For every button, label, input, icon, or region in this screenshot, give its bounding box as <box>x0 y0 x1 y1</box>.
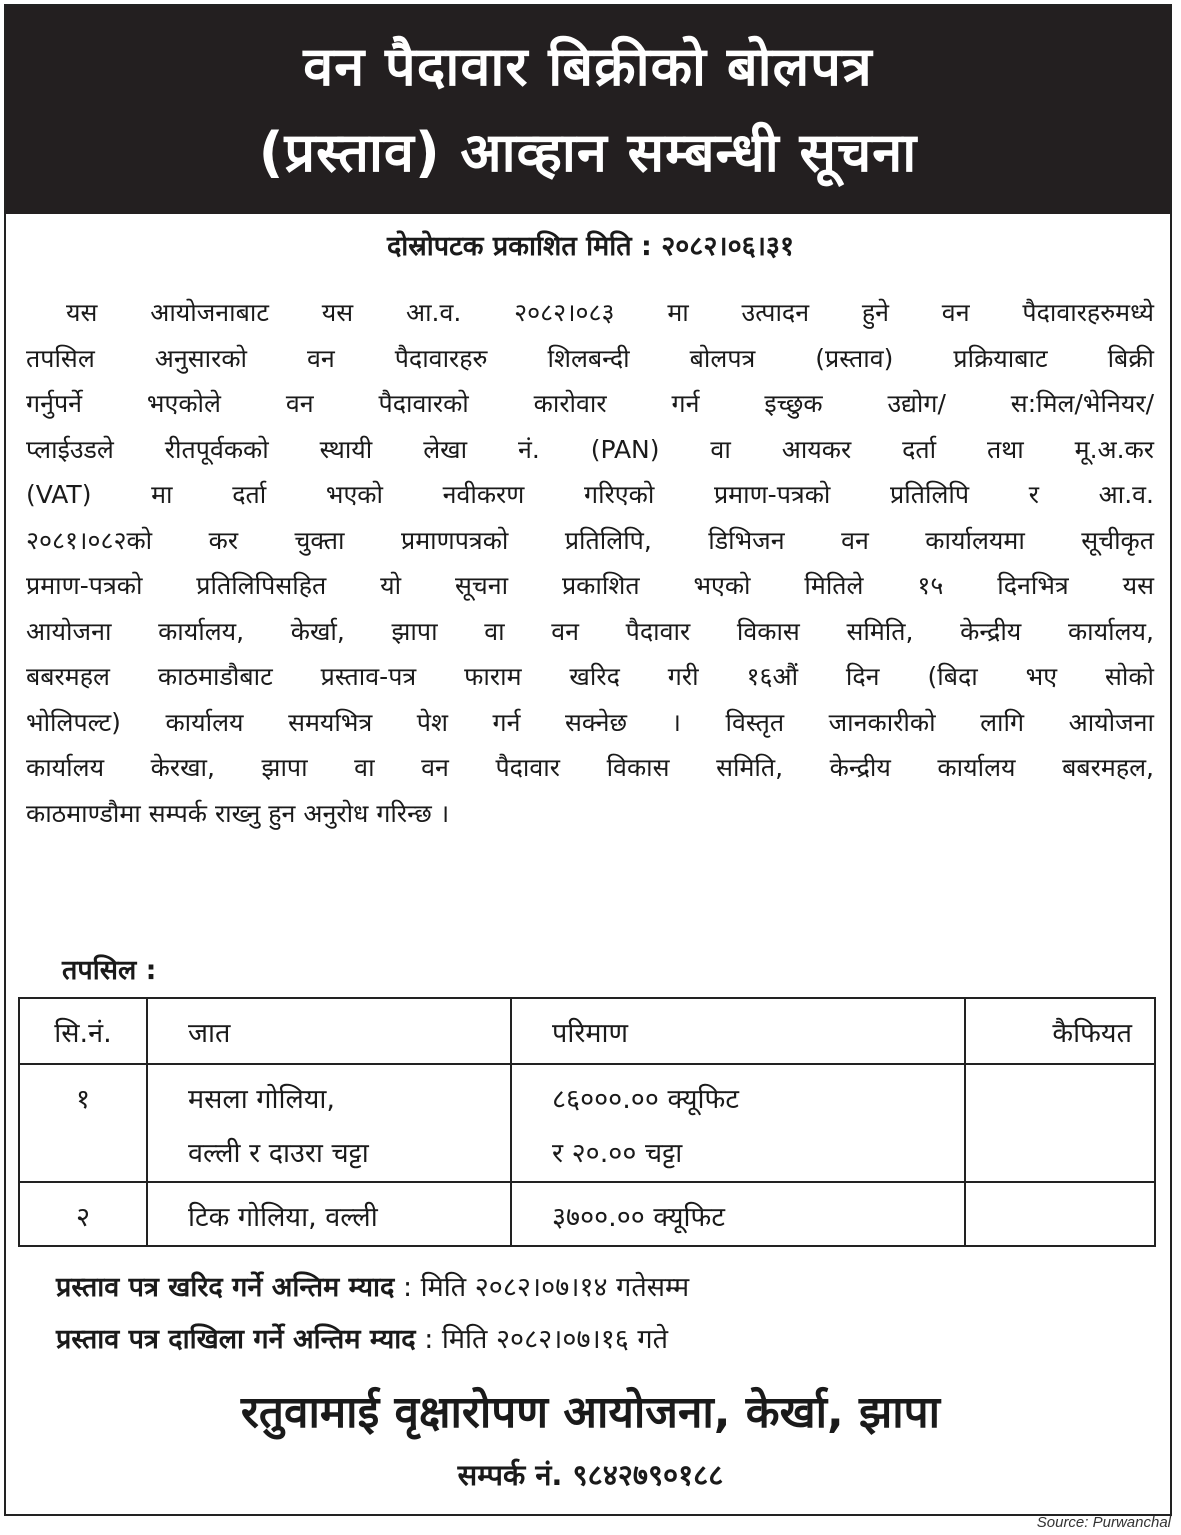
purchase-deadline-value: : मिति २०८२।०७।१४ गतेसम्म <box>402 1272 690 1303</box>
body-line: गर्नुपर्ने भएकोले वन पैदावारको कारोवार गर्न इच्छुक उद्योग/ स:मिल/भेनियर/ <box>26 389 1154 418</box>
body-line: प्लाईउडले रीतपूर्वकको स्थायी लेखा नं. (PAN) वा आयकर दर्ता तथा मू.अ.कर <box>26 434 1154 464</box>
cell-species <box>147 1064 511 1182</box>
source-credit: Source: Purwanchal <box>1036 1514 1171 1531</box>
body-line: भोलिपल्ट) कार्यालय समयभित्र पेश गर्न सक्नेछ । विस्तृत जानकारीको लागि आयोजना <box>26 707 1154 737</box>
table-header-row <box>19 998 1155 1064</box>
cell-quantity <box>511 1064 965 1182</box>
body-line: कार्यालय केरखा, झापा वा वन पैदावार विकास समिति, केन्द्रीय कार्यालय बबरमहल, <box>26 753 1154 782</box>
schedule-label: तपसिल : <box>62 955 157 986</box>
body-line: प्रमाण-पत्रको प्रतिलिपिसहित यो सूचना प्रकाशित भएको मितिले १५ दिनभित्र यस <box>26 571 1154 600</box>
header-species: जात <box>147 998 511 1064</box>
cell-remarks <box>965 1182 1155 1246</box>
cell-serial: १ <box>19 1064 147 1182</box>
body-line: यस आयोजनाबाट यस आ.व. २०८२।०८३ मा उत्पादन हुने वन पैदावारहरुमध्ये <box>66 298 1154 327</box>
header-serial: सि.नं. <box>19 998 147 1064</box>
submit-deadline <box>56 1314 689 1366</box>
species-line: वल्ली र दाउरा चट्टा <box>188 1138 369 1169</box>
header-quantity: परिमाण <box>511 998 965 1064</box>
notice-header <box>6 6 1170 214</box>
title-line-2: (प्रस्ताव) आव्हान सम्बन्धी सूचना <box>258 121 918 184</box>
cell-remarks <box>965 1064 1155 1182</box>
body-line: बबरमहल काठमाडौबाट प्रस्ताव-पत्र फाराम खरिद गरी १६औं दिन (बिदा भए सोको <box>26 662 1154 691</box>
quantity-line: ८६०००.०० क्यूफिट <box>552 1084 739 1115</box>
body-line: आयोजना कार्यालय, केर्खा, झापा वा वन पैदावार विकास समिति, केन्द्रीय कार्यालय, <box>26 616 1154 646</box>
species-line: टिक गोलिया, वल्ली <box>188 1202 378 1233</box>
schedule-table <box>18 997 1156 1247</box>
submit-deadline-label: प्रस्ताव पत्र दाखिला गर्ने अन्तिम म्याद <box>56 1324 416 1355</box>
cell-species <box>147 1182 511 1246</box>
cell-serial: २ <box>19 1182 147 1246</box>
deadlines-section <box>56 1262 689 1366</box>
quantity-line: र २०.०० चट्टा <box>552 1138 683 1169</box>
purchase-deadline <box>56 1262 689 1314</box>
header-remarks: कैफियत <box>965 998 1155 1064</box>
contact-number: सम्पर्क नं. ९८४२७९०१८८ <box>457 1458 724 1492</box>
notice-body <box>26 290 1154 836</box>
title-line-1: वन पैदावार बिक्रीको बोलपत्र <box>303 35 873 98</box>
species-line: मसला गोलिया, <box>188 1084 336 1115</box>
quantity-line: ३७००.०० क्यूफिट <box>552 1202 725 1233</box>
cell-quantity <box>511 1182 965 1246</box>
body-line: तपसिल अनुसारको वन पैदावारहरु शिलबन्दी बोलपत्र (प्रस्ताव) प्रक्रियाबाट बिक्री <box>26 343 1154 373</box>
submit-deadline-value: : मिति २०८२।०७।१६ गते <box>424 1324 668 1355</box>
purchase-deadline-label: प्रस्ताव पत्र खरिद गर्ने अन्तिम म्याद <box>56 1272 395 1303</box>
publication-date: दोस्रोपटक प्रकाशित मिति : २०८२।०६।३१ <box>386 231 795 262</box>
body-line: काठमाण्डौमा सम्पर्क राख्नु हुन अनुरोध गरिन्छ । <box>26 798 450 828</box>
table-row <box>19 1182 1155 1246</box>
organization-name: रतुवामाई वृक्षारोपण आयोजना, केर्खा, झापा <box>240 1387 941 1438</box>
table-row <box>19 1064 1155 1182</box>
body-line: २०८१।०८२को कर चुक्ता प्रमाणपत्रको प्रतिलिपि, डिभिजन वन कार्यालयमा सूचीकृत <box>26 525 1154 555</box>
body-line: (VAT) मा दर्ता भएको नवीकरण गरिएको प्रमाण-पत्रको प्रतिलिपि र आ.व. <box>26 480 1154 509</box>
